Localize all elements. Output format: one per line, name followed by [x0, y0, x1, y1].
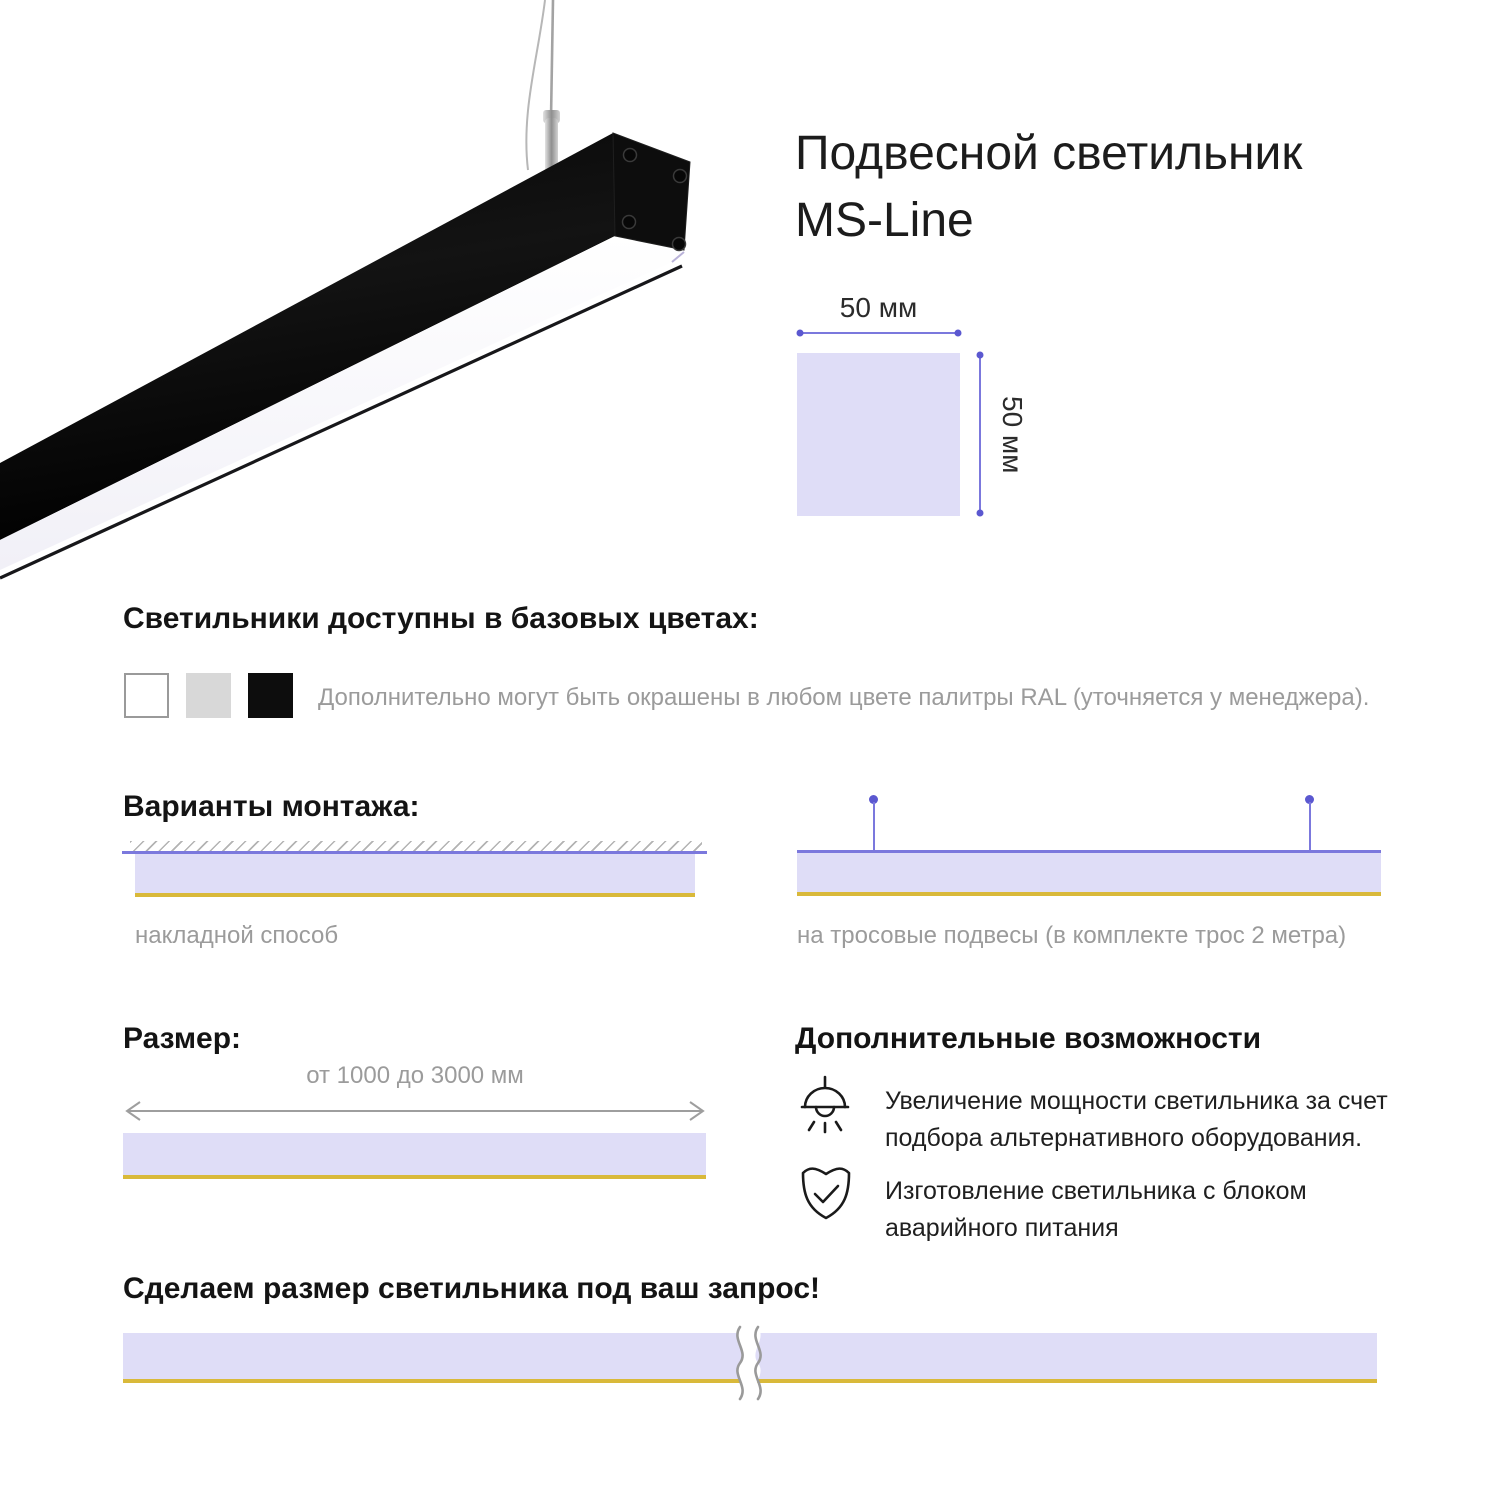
suspension-wire-right	[1309, 802, 1311, 850]
suspended-luminaire-diagram	[797, 853, 1381, 896]
suspension-wire-left	[873, 802, 875, 850]
dimension-width-label: 50 мм	[839, 292, 918, 323]
color-swatch-white	[124, 673, 169, 718]
dimension-line-horizontal	[792, 327, 966, 339]
ceiling-hatch-pattern	[130, 841, 702, 851]
surface-mount-caption: накладной способ	[135, 922, 339, 949]
product-photo	[0, 0, 700, 620]
mounting-section-heading: Варианты монтажа:	[123, 790, 420, 823]
size-section-heading: Размер:	[123, 1022, 242, 1055]
feature-text-emergency: Изготовление светильника с блоком аварийного питания	[885, 1177, 1307, 1242]
suspension-mount-caption: на тросовые подвесы (в комплекте трос 2 метра)	[797, 922, 1347, 949]
custom-size-heading: Сделаем размер светильника под ваш запрос!	[123, 1272, 821, 1305]
page-title	[795, 120, 1302, 254]
size-range-arrow	[123, 1099, 707, 1123]
size-luminaire-diagram	[123, 1133, 706, 1179]
color-swatch-gray	[186, 673, 231, 718]
page-title-line1: Подвесной светильник	[795, 127, 1303, 180]
color-swatch-black	[248, 673, 293, 718]
page-title-line2: MS-Line	[795, 194, 974, 247]
suspension-cable	[526, 0, 560, 172]
dimension-height-label: 50 мм	[997, 395, 1028, 474]
surface-mount-luminaire-diagram	[135, 854, 695, 897]
size-range-label: от 1000 до 3000 мм	[306, 1062, 524, 1089]
features-section-heading: Дополнительные возможности	[795, 1022, 1262, 1055]
colors-note: Дополнительно могут быть окрашены в любом цвете палитры RAL (уточняется у менеджера).	[318, 684, 1370, 711]
shield-check-icon	[798, 1165, 854, 1221]
feature-text-power: Увеличение мощности светильника за счет подбора альтернативного оборудования.	[885, 1087, 1388, 1152]
colors-section-heading: Светильники доступны в базовых цветах:	[123, 602, 759, 635]
profile-cross-section	[797, 353, 960, 516]
lamp-icon	[798, 1075, 852, 1135]
break-symbol	[725, 1324, 775, 1402]
luminaire-body	[0, 133, 615, 540]
luminaire-end-cap	[613, 133, 690, 251]
dimension-line-vertical	[974, 347, 986, 521]
